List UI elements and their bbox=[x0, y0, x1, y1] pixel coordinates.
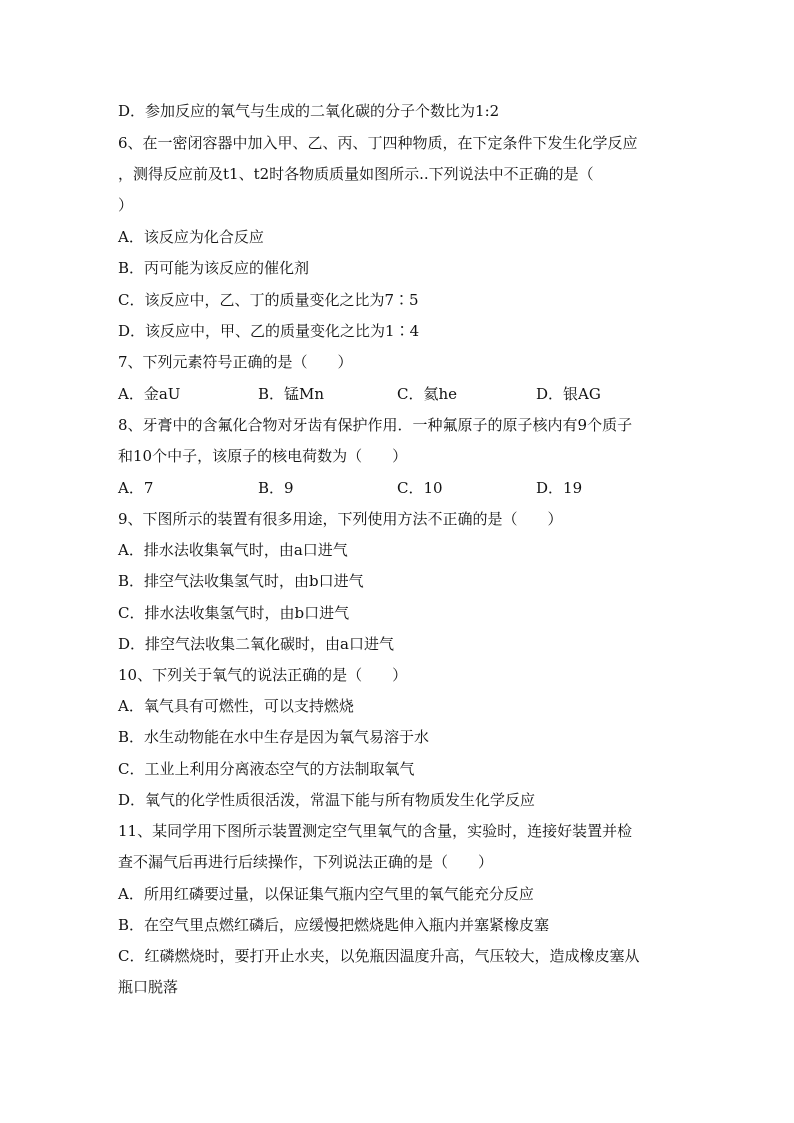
q11-stem-line2: 查不漏气后再进行后续操作，下列说法正确的是（ ） bbox=[118, 853, 494, 871]
q7-option-b: B．锰Mn bbox=[258, 385, 325, 403]
q9-stem: 9、下图所示的装置有很多用途，下列使用方法不正确的是（ ） bbox=[118, 510, 563, 528]
q9-option-a: A．排水法收集氧气时，由a口进气 bbox=[118, 541, 348, 559]
q11-option-c-line2: 瓶口脱落 bbox=[118, 978, 179, 996]
q7-option-c: C．氦he bbox=[397, 385, 458, 403]
q7-stem: 7、下列元素符号正确的是（ ） bbox=[118, 353, 353, 371]
q6-option-c: C．该反应中，乙、丁的质量变化之比为7∶5 bbox=[118, 291, 419, 309]
q6-option-a: A．该反应为化合反应 bbox=[118, 228, 264, 246]
q6-option-b: B．丙可能为该反应的催化剂 bbox=[118, 259, 310, 277]
q8-stem-line2: 和10个中子，该原子的核电荷数为（ ） bbox=[118, 447, 408, 465]
q7-option-d: D．银AG bbox=[536, 385, 601, 403]
q10-stem: 10、下列关于氧气的说法正确的是（ ） bbox=[118, 666, 408, 684]
q9-option-b: B．排空气法收集氢气时，由b口进气 bbox=[118, 572, 364, 590]
q8-stem-line1: 8、牙膏中的含氟化合物对牙齿有保护作用．一种氟原子的原子核内有9个质子 bbox=[118, 416, 633, 434]
q6-stem-line1: 6、在一密闭容器中加入甲、乙、丙、丁四种物质，在下定条件下发生化学反应 bbox=[118, 134, 638, 152]
q10-option-c: C．工业上利用分离液态空气的方法制取氧气 bbox=[118, 760, 415, 778]
q9-option-c: C．排水法收集氢气时，由b口进气 bbox=[118, 604, 350, 622]
q6-stem-line3: ） bbox=[118, 196, 134, 214]
q10-option-d: D．氧气的化学性质很活泼，常温下能与所有物质发生化学反应 bbox=[118, 791, 536, 809]
q8-option-a: A．7 bbox=[118, 479, 154, 497]
q10-option-a: A．氧气具有可燃性，可以支持燃烧 bbox=[118, 697, 354, 715]
q11-option-c-line1: C．红磷燃烧时，要打开止水夹，以免瓶因温度升高，气压较大，造成橡皮塞从 bbox=[118, 947, 640, 965]
q9-option-d: D．排空气法收集二氧化碳时，由a口进气 bbox=[118, 635, 394, 653]
q10-option-b: B．水生动物能在水中生存是因为氧气易溶于水 bbox=[118, 728, 430, 746]
q11-option-b: B．在空气里点燃红磷后，应缓慢把燃烧匙伸入瓶内并塞紧橡皮塞 bbox=[118, 916, 550, 934]
q11-option-a: A．所用红磷要过量，以保证集气瓶内空气里的氧气能充分反应 bbox=[118, 885, 534, 903]
q6-option-d: D．该反应中，甲、乙的质量变化之比为1∶4 bbox=[118, 322, 420, 340]
q8-option-b: B．9 bbox=[258, 479, 294, 497]
q8-option-d: D．19 bbox=[536, 479, 583, 497]
q8-option-c: C．10 bbox=[397, 479, 443, 497]
q5-option-d: D．参加反应的氧气与生成的二氧化碳的分子个数比为1:2 bbox=[118, 102, 500, 120]
q7-option-a: A．金aU bbox=[118, 385, 181, 403]
q11-stem-line1: 11、某同学用下图所示装置测定空气里氧气的含量，实验时，连接好装置并检 bbox=[118, 822, 633, 840]
q6-stem-line2: ，测得反应前及t1、t2时各物质质量如图所示..下列说法中不正确的是（ bbox=[118, 165, 594, 183]
